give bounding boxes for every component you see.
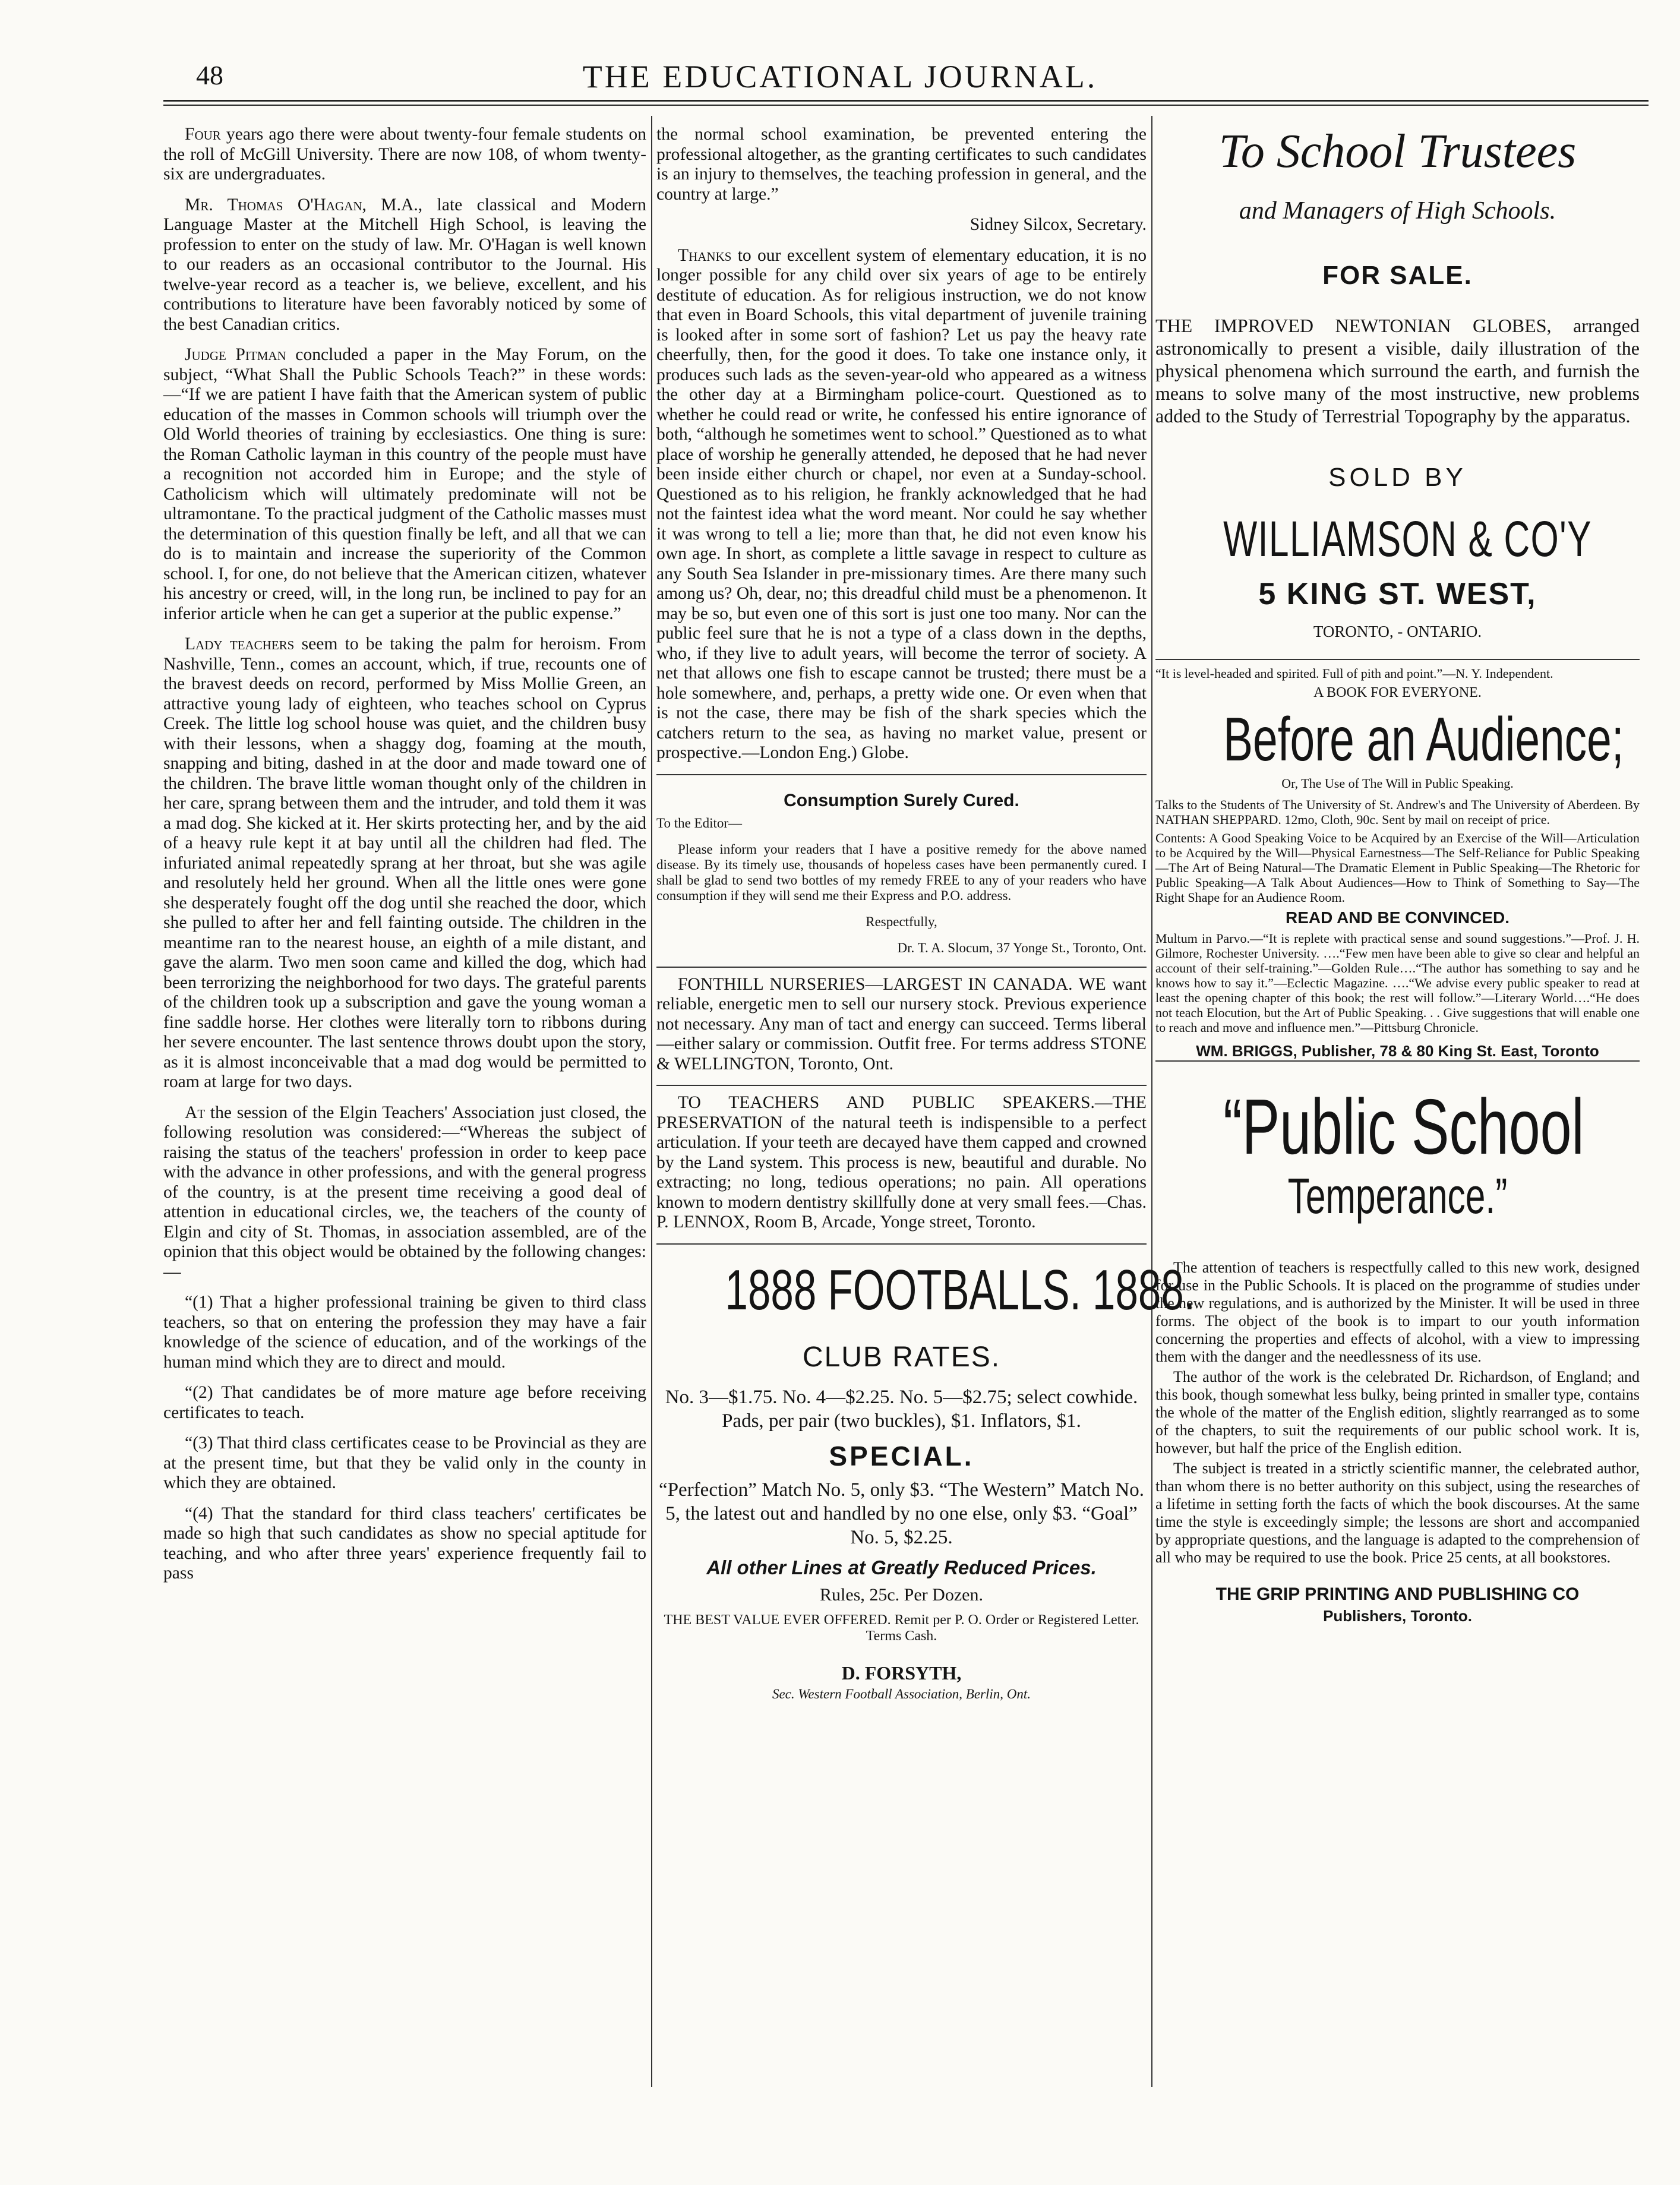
review-quote: “It is level-headed and spirited. Full of pith and point.”—N. Y. Independent. [1155, 666, 1553, 681]
sold-by-heading: SOLD BY [1328, 463, 1467, 492]
rules-price: Rules, 25c. Per Dozen. [820, 1584, 983, 1605]
consumption-ad [656, 774, 1147, 956]
ad-title: Consumption Surely Cured. [784, 790, 1019, 810]
advertiser-title: Sec. Western Football Association, Berlin, Ont. [772, 1686, 1031, 1701]
paragraph [656, 246, 1147, 763]
ad-signature: Dr. T. A. Slocum, 37 Yonge St., Toronto, Ont. [897, 940, 1147, 955]
ad-body: FONTHILL NURSERIES—LARGEST IN CANADA. WE want reliable, energetic men to sell our nursery stock. Previous experience not necessary. Any man of tact and energy can succeed. Terms liberal—either salary or commission. Outfit free. For terms address STONE & WELLINGTON, Toronto, Ont. [656, 974, 1147, 1073]
resolution-item: “(3) That third class certificates cease to be Provincial as they are at the present time, but that they be valid only in the county in which they are obtained. [163, 1433, 646, 1492]
column-divider [1151, 116, 1152, 2087]
header-rule [163, 100, 1649, 102]
headline-text: 1888 FOOTBALLS. 1888. [725, 1258, 1196, 1322]
resolution-item: “(1) That a higher professional training be given to third class teachers, so that on entering the profession they may have a fair knowledge of the science of education, and of the workings of the human mind which they are to direct and mould. [163, 1293, 646, 1372]
resolution-item: “(2) That candidates be of more mature age before receiving certificates to teach. [163, 1383, 646, 1422]
signature: Sidney Silcox, Secretary. [970, 215, 1147, 234]
paragraph-text: the session of the Elgin Teachers' Association just closed, the following resolution was considered:—“Whereas the subject of raising the status of the teachers' profession in order to keep pace with the advance in other professions, and with the general progress of the country, is at the present time receiving a good deal of attention in educational circles, we, the teachers of the county of Elgin and city of St. Thomas, in association assembled, are of the opinion that this object would be obtained by the following changes:— [163, 1103, 646, 1281]
header-rule-inner [163, 105, 1649, 106]
lead-in: Mr. Thomas O'Hagan, M.A., [185, 195, 423, 214]
lead-in: Judge Pitman [185, 345, 286, 364]
seller-city: TORONTO, - ONTARIO. [1313, 623, 1482, 640]
grip-location: Publishers, Toronto. [1323, 1607, 1472, 1625]
column-divider [651, 116, 652, 2087]
rates-text: No. 3—$1.75. No. 4—$2.25. No. 5—$2.75; select cowhide. Pads, per pair (two buckles), $1. Inflators, $1. [665, 1386, 1138, 1432]
paragraph-text: years ago there were about twenty-four female students on the roll of McGill University. There are now 108, of whom twenty-six are undergraduates. [163, 125, 646, 184]
trustees-subheading: and Managers of High Schools. [1239, 197, 1556, 225]
journal-title: THE EDUCATIONAL JOURNAL. [582, 59, 1098, 94]
paragraph-text: to our excellent system of elementary education, it is no longer possible for any child over six years of age to be entirely destitute of education. As for religious instruction, we do not know that even in Board Schools, this vital department of juvenile training is looked after in some sort of fashion? Let us pay the heavy rate cheerfully, then, for the good it does. To take one instance only, it produces such lads as the seven-year-old who appeared as a witness the other day at a Birmingham police-court. Questioned as to whether he could read or write, he confessed his entire ignorance of both, “although he sometimes went to school.” Questioned as to what place of worship he generally attended, he deposed that he had never been inside either church or chapel, nor even at a Sunday-school. Questioned as to his religion, he frankly acknowledged that he had not the faintest idea what the word meant. Nor could he say whether it was wrong to tell a lie; more than that, he did not even know his own age. In short, as complete a little savage in respect to culture as any South Sea Islander in pre-missionary times. Are there many such among us? Oh, dear, no; this dreadful child must be a phenomenon. It may be so, but even one of this sort is just one too many. Nor can the public feel sure that he is not a type of a class down in the depths, who, if they live to adult years, will become the terror of society. A net that allows one fish to escape cannot be trusted; there must be a hole somewhere, and, perhaps, a pretty wide one. Or even when that is not the case, there may be fish of the shark species which the catchers return to the sea, as having no market value, present or prospective.—London Eng.) Globe. [656, 245, 1147, 762]
grip-publisher: THE GRIP PRINTING AND PUBLISHING CO [1215, 1584, 1580, 1604]
publisher-line: WM. BRIGGS, Publisher, 78 & 80 King St. East, Toronto [1196, 1042, 1599, 1060]
column-middle [656, 125, 1196, 2084]
advertiser-name: D. FORSYTH, [841, 1662, 962, 1684]
book-description: Talks to the Students of The University of St. Andrew's and The University of Aberdeen. By NATHAN SHEPPARD. 12mo, Cloth, 90c. Sent by mail on receipt of price. [1155, 797, 1640, 827]
paragraph-text: concluded a paper in the May Forum, on the subject, “What Shall the Public Schools Teach?” in these words:—“If we are patient I have faith that the American system of public education of the masses in Common schools will triumph over the Old World theories of training by ecclesiastics. One thing is sure: the Roman Catholic layman in this country of the people must have a recognition not accorded him in Europe; and the style of Catholicism which will ultimately predominate will not be ultramontane. To the practical judgment of the Catholic masses must the determination of this question finally be left, and all that we can do is to maintain and increase the superiority of the Common school. I, for one, do not believe that the American citizen, whatever his ancestry or creed, will, in the long run, be inclined to pay for an inferior article when he can get a superior at the public expense.” [163, 345, 646, 623]
seller-name-text: WILLIAMSON & CO'Y [1223, 511, 1592, 567]
paragraph-text: seem to be taking the palm for heroism. From Nashville, Tenn., comes an account, which, if true, recounts one of the bravest deeds on record, performed by Miss Mollie Green, an attractive young lady of eighteen, who teaches school on Cyprus Creek. The little log school house was quiet, and the children busy with their lessons, when a shaggy dog, foaming at the mouth, snapping and biting, dashed in at the door and made toward one of the children. The brave little woman thought only of the children in her care, sprang between them and the intruder, and told them it was a mad dog. She kicked at it. Her skirts protecting her, and by the aid of a heavy rule kept it at bay until all the children had fled. The infuriated animal repeatedly sprang at her throat, but she was agile and resolutely held her ground. When all the little ones were gone she desperately fought off the dog until she reached the door, which she pulled to after her and fell fainting outside. The children in the meantime ran to the nearest house, an eighth of a mile distant, and gave the alarm. Two men soon came and killed the dog, which had been terrorizing the neighborhood for two days. The grateful parents of the children took up a subscription and gave the young woman a fine saddle horse. Her clothes were literally torn to ribbons during her severe encounter. The last sentence throws doubt upon the story, as it is almost inconceivable that a mad dog would be permitted to roam at large for two days. [163, 634, 646, 1091]
temperance-title-line2 [1155, 1169, 1640, 1223]
for-sale-heading: FOR SALE. [1322, 261, 1473, 290]
temperance-title-text: Temperance.” [1287, 1168, 1508, 1224]
resolution-item: “(4) That the standard for third class teachers' certificates be made so high that such candidates as show no special aptitude for teaching, and who after three years' experience frequently fail to pass [163, 1504, 646, 1583]
paragraph [163, 345, 646, 624]
temperance-title-text: “Public School [1223, 1083, 1584, 1170]
temperance-ad [1155, 1060, 1640, 1625]
ad-body: Please inform your readers that I have a positive remedy for the above named disease. By its timely use, thousands of hopeless cases have been permanently cured. I shall be glad to send two bottles of my remedy FREE to any of your readers who have consumption if they will send me their Express and P.O. address. [656, 841, 1147, 903]
column-left [163, 125, 646, 2084]
book-tagline: A BOOK FOR EVERYONE. [1313, 685, 1482, 700]
lead-in: Lady teachers [185, 634, 295, 653]
paragraph [163, 125, 646, 185]
paragraph [163, 195, 646, 335]
ad-headline [656, 1258, 1196, 1323]
special-heading: SPECIAL. [829, 1440, 974, 1472]
reduced-prices: All other Lines at Greatly Reduced Prices. [706, 1556, 1097, 1578]
globes-description: THE IMPROVED NEWTONIAN GLOBES, arranged astronomically to present a visible, daily illustration of the physical phenomena which surround the earth, and furnish the means to solve many of the most instructive, new problems added to the Study of Terrestrial Topography by the apparatus. [1155, 315, 1640, 427]
page-number: 48 [196, 60, 223, 90]
trustees-heading: To School Trustees [1218, 125, 1577, 178]
ad-body: TO TEACHERS AND PUBLIC SPEAKERS.—THE PRESERVATION of the natural teeth is indispensible to a perfect articulation. If your teeth are decayed have them capped and crowned by the Land system. This process is new, beautiful and durable. No extracting; no long, tedious operations; no pain. All operations known to modern dentistry skillfully done at very small fees.—Chas. P. LENNOX, Room B, Arcade, Yonge street, Toronto. [656, 1093, 1147, 1232]
temperance-paragraph: The subject is treated in a strictly scientific manner, the celebrated author, than whom there is no better authority on this subject, using the researches of a lifetime in setting forth the facts of which the book discourses. At the same time the style is exceedingly simple; the lessons are short and accompanied by appropriate questions, and the language is adapted to the comprehension of all who may be required to use the book. Price 25 cents, at all bookstores. [1155, 1460, 1640, 1566]
audience-ad [1155, 659, 1640, 1060]
fonthill-ad [656, 967, 1147, 1075]
lead-in: Four [185, 125, 221, 144]
dentistry-ad [656, 1085, 1147, 1233]
lead-in: Thanks [678, 245, 732, 265]
read-convinced-heading: READ AND BE CONVINCED. [1286, 908, 1510, 927]
temperance-title [1155, 1085, 1640, 1169]
temperance-paragraph: The author of the work is the celebrated Dr. Richardson, of England; and this book, though somewhat less bulky, being printed in smaller type, contains the whole of the matter of the English edition, slightly rearranged as to some of the chapters, to suit the requirements of our public school work. It is, however, but half the price of the English edition. [1155, 1368, 1640, 1457]
best-value: THE BEST VALUE EVER OFFERED. Remit per P. O. Order or Registered Letter. Terms Cash. [664, 1612, 1139, 1644]
book-contents: Contents: A Good Speaking Voice to be Acquired by an Exercise of the Will—Articulation to be Acquired by the Will—Physical Earnestness—The Self-Reliance for Public Speaking—The Art of Being Natural—The Dramatic Element in Public Speaking—The Rhetoric for Public Speaking—A Talk About Audiences—How to Think of Something to Say—The Right Shape for an Audience Room. [1155, 831, 1640, 905]
seller-address: 5 KING ST. WEST, [1258, 577, 1537, 611]
salutation: To the Editor— [656, 815, 743, 831]
lead-in: At [185, 1103, 206, 1122]
column-right [1155, 125, 1640, 2084]
closing: Respectfully, [866, 914, 937, 929]
seller-name [1155, 510, 1640, 568]
book-subtitle: Or, The Use of The Will in Public Speaking. [1281, 776, 1514, 791]
book-title [1155, 707, 1640, 772]
book-title-text: Before an Audience; [1223, 705, 1624, 774]
paragraph-text: late classical and Modern Language Master at the Mitchell High School, is leaving the profession to enter on the study of law. Mr. O'Hagan is well known to our readers as an occasional contributor to the Journal. His twelve-year record as a teacher is, we believe, excellent, and his contributions to literature have been favorably noticed by some of the best Canadian critics. [163, 195, 646, 334]
paragraph [163, 1103, 646, 1283]
book-reviews: Multum in Parvo.—“It is replete with practical sense and sound suggestions.”—Prof. J. H. Gilmore, Rochester University. ….“Few men have been able to give so clear and helpful an account of their self-training.”—Golden Rule….“The author has something to say and he knows how to say it.”—Eclectic Magazine. ….“We advise every public speaker to read at least the opening chapter of this book; the rest will follow.”—Literary World….“He does not teach Elocution, but the Art of Public Speaking. . . Give suggestions that will enable one to reach and move and influence men.”—Pittsburg Chronicle. [1155, 931, 1640, 1035]
paragraph: the normal school examination, be prevented entering the professional altogether, as the granting certificates to such candidates is an injury to themselves, the teaching profession in general, and the country at large.” [656, 125, 1147, 204]
temperance-paragraph: The attention of teachers is respectfully called to this new work, designed for use in the Public Schools. It is placed on the programme of studies under the new regulations, and is authorized by the Minister. It will be used in three forms. The object of the book is to impart to our youth information concerning the properties and effects of alcohol, with a view to impressing them with the danger and the needlessness of its use. [1155, 1259, 1640, 1365]
club-rates-heading: CLUB RATES. [802, 1341, 1001, 1373]
paragraph [163, 634, 646, 1092]
special-text: “Perfection” Match No. 5, only $3. “The Western” Match No. 5, the latest out and handled by no one else, only $3. “Goal” No. 5, $2.25. [659, 1479, 1144, 1548]
footballs-ad [656, 1243, 1196, 1702]
